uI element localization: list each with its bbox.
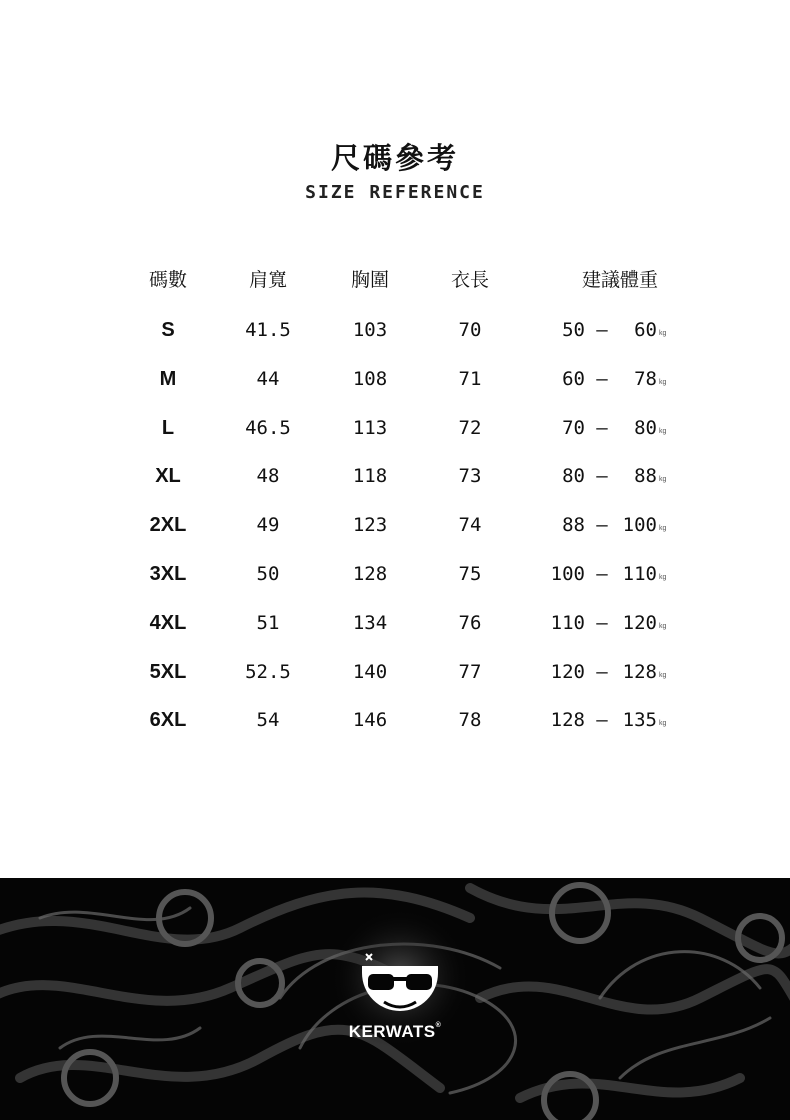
weight-unit: kg <box>659 672 667 679</box>
cell-weight <box>525 700 715 740</box>
cell-length: 74 <box>458 514 482 536</box>
weight-unit: kg <box>659 574 667 581</box>
cell-weight <box>525 603 715 643</box>
header-length: 衣長 <box>450 269 489 291</box>
cell-weight <box>525 554 715 594</box>
cell-chest: 146 <box>352 709 388 731</box>
weight-max: 80 <box>634 417 657 439</box>
cell-length: 78 <box>458 709 482 731</box>
table-row <box>0 554 790 594</box>
weight-unit: kg <box>659 623 667 630</box>
weight-min: 110 <box>550 612 585 634</box>
cell-shoulder: 50 <box>256 563 280 585</box>
weight-max: 78 <box>634 368 657 390</box>
cell-size: 4XL <box>149 612 187 634</box>
page-subtitle: SIZE REFERENCE <box>305 182 485 203</box>
cell-shoulder: 48 <box>256 465 280 487</box>
title-block <box>0 138 790 203</box>
table-row <box>0 310 790 350</box>
weight-max: 60 <box>634 319 657 341</box>
weight-dash: – <box>596 709 608 731</box>
weight-max: 135 <box>622 709 657 731</box>
weight-unit: kg <box>659 379 667 386</box>
cell-size: 2XL <box>149 514 187 536</box>
table-row <box>0 652 790 692</box>
cell-length: 70 <box>458 319 482 341</box>
weight-max: 128 <box>622 661 657 683</box>
cell-shoulder: 49 <box>256 514 280 536</box>
weight-min: 100 <box>550 563 585 585</box>
weight-dash: – <box>596 661 608 683</box>
cell-shoulder: 46.5 <box>245 417 291 439</box>
cell-size: L <box>161 417 175 439</box>
footer-banner <box>0 878 790 1120</box>
cell-weight <box>525 408 715 448</box>
header-size: 碼數 <box>148 269 187 291</box>
weight-min: 60 <box>562 368 585 390</box>
cell-size: 5XL <box>149 661 187 683</box>
weight-min: 80 <box>562 465 585 487</box>
cell-shoulder: 41.5 <box>245 319 291 341</box>
table-row <box>0 408 790 448</box>
cell-size: XL <box>155 465 181 487</box>
registered-mark: ® <box>435 1022 442 1029</box>
cell-length: 75 <box>458 563 482 585</box>
brand-name: KERWATS <box>348 1022 436 1041</box>
cell-chest: 140 <box>352 661 388 683</box>
cell-chest: 103 <box>352 319 388 341</box>
weight-dash: – <box>596 465 608 487</box>
weight-dash: – <box>596 319 608 341</box>
table-row <box>0 359 790 399</box>
weight-min: 50 <box>562 319 585 341</box>
cell-chest: 128 <box>352 563 388 585</box>
table-row <box>0 700 790 740</box>
weight-max: 100 <box>622 514 657 536</box>
weight-dash: – <box>596 612 608 634</box>
cell-chest: 118 <box>352 465 388 487</box>
cell-shoulder: 51 <box>256 612 280 634</box>
cell-weight <box>525 505 715 545</box>
weight-unit: kg <box>659 330 667 337</box>
cell-shoulder: 44 <box>256 368 280 390</box>
table-row <box>0 505 790 545</box>
cell-weight <box>525 456 715 496</box>
cell-size: S <box>161 319 175 341</box>
weight-dash: – <box>596 514 608 536</box>
brand-logo-text <box>0 1022 790 1042</box>
weight-unit: kg <box>659 476 667 483</box>
cell-weight <box>525 310 715 350</box>
weight-max: 110 <box>622 563 657 585</box>
cell-weight <box>525 359 715 399</box>
weight-min: 88 <box>562 514 585 536</box>
header-weight: 建議體重 <box>581 269 658 291</box>
cell-length: 72 <box>458 417 482 439</box>
cell-length: 77 <box>458 661 482 683</box>
cell-chest: 134 <box>352 612 388 634</box>
table-header-row <box>0 260 790 300</box>
weight-max: 88 <box>634 465 657 487</box>
header-shoulder: 肩寬 <box>248 269 287 291</box>
swirl-background <box>0 878 790 1120</box>
header-chest: 胸圍 <box>350 269 389 291</box>
weight-dash: – <box>596 368 608 390</box>
table-row <box>0 603 790 643</box>
weight-min: 70 <box>562 417 585 439</box>
cell-size: M <box>159 368 177 390</box>
cell-length: 76 <box>458 612 482 634</box>
cell-chest: 108 <box>352 368 388 390</box>
cell-shoulder: 52.5 <box>245 661 291 683</box>
cell-chest: 113 <box>352 417 388 439</box>
weight-unit: kg <box>659 720 667 727</box>
weight-dash: – <box>596 563 608 585</box>
cell-length: 71 <box>458 368 482 390</box>
cell-chest: 123 <box>352 514 388 536</box>
cell-shoulder: 54 <box>256 709 280 731</box>
weight-max: 120 <box>622 612 657 634</box>
table-row <box>0 456 790 496</box>
weight-dash: – <box>596 417 608 439</box>
cell-size: 3XL <box>149 563 187 585</box>
cell-length: 73 <box>458 465 482 487</box>
weight-min: 120 <box>550 661 585 683</box>
weight-min: 128 <box>550 709 585 731</box>
cell-weight <box>525 652 715 692</box>
page-title: 尺碼參考 <box>330 141 459 175</box>
weight-unit: kg <box>659 525 667 532</box>
weight-unit: kg <box>659 428 667 435</box>
cell-size: 6XL <box>149 709 187 731</box>
